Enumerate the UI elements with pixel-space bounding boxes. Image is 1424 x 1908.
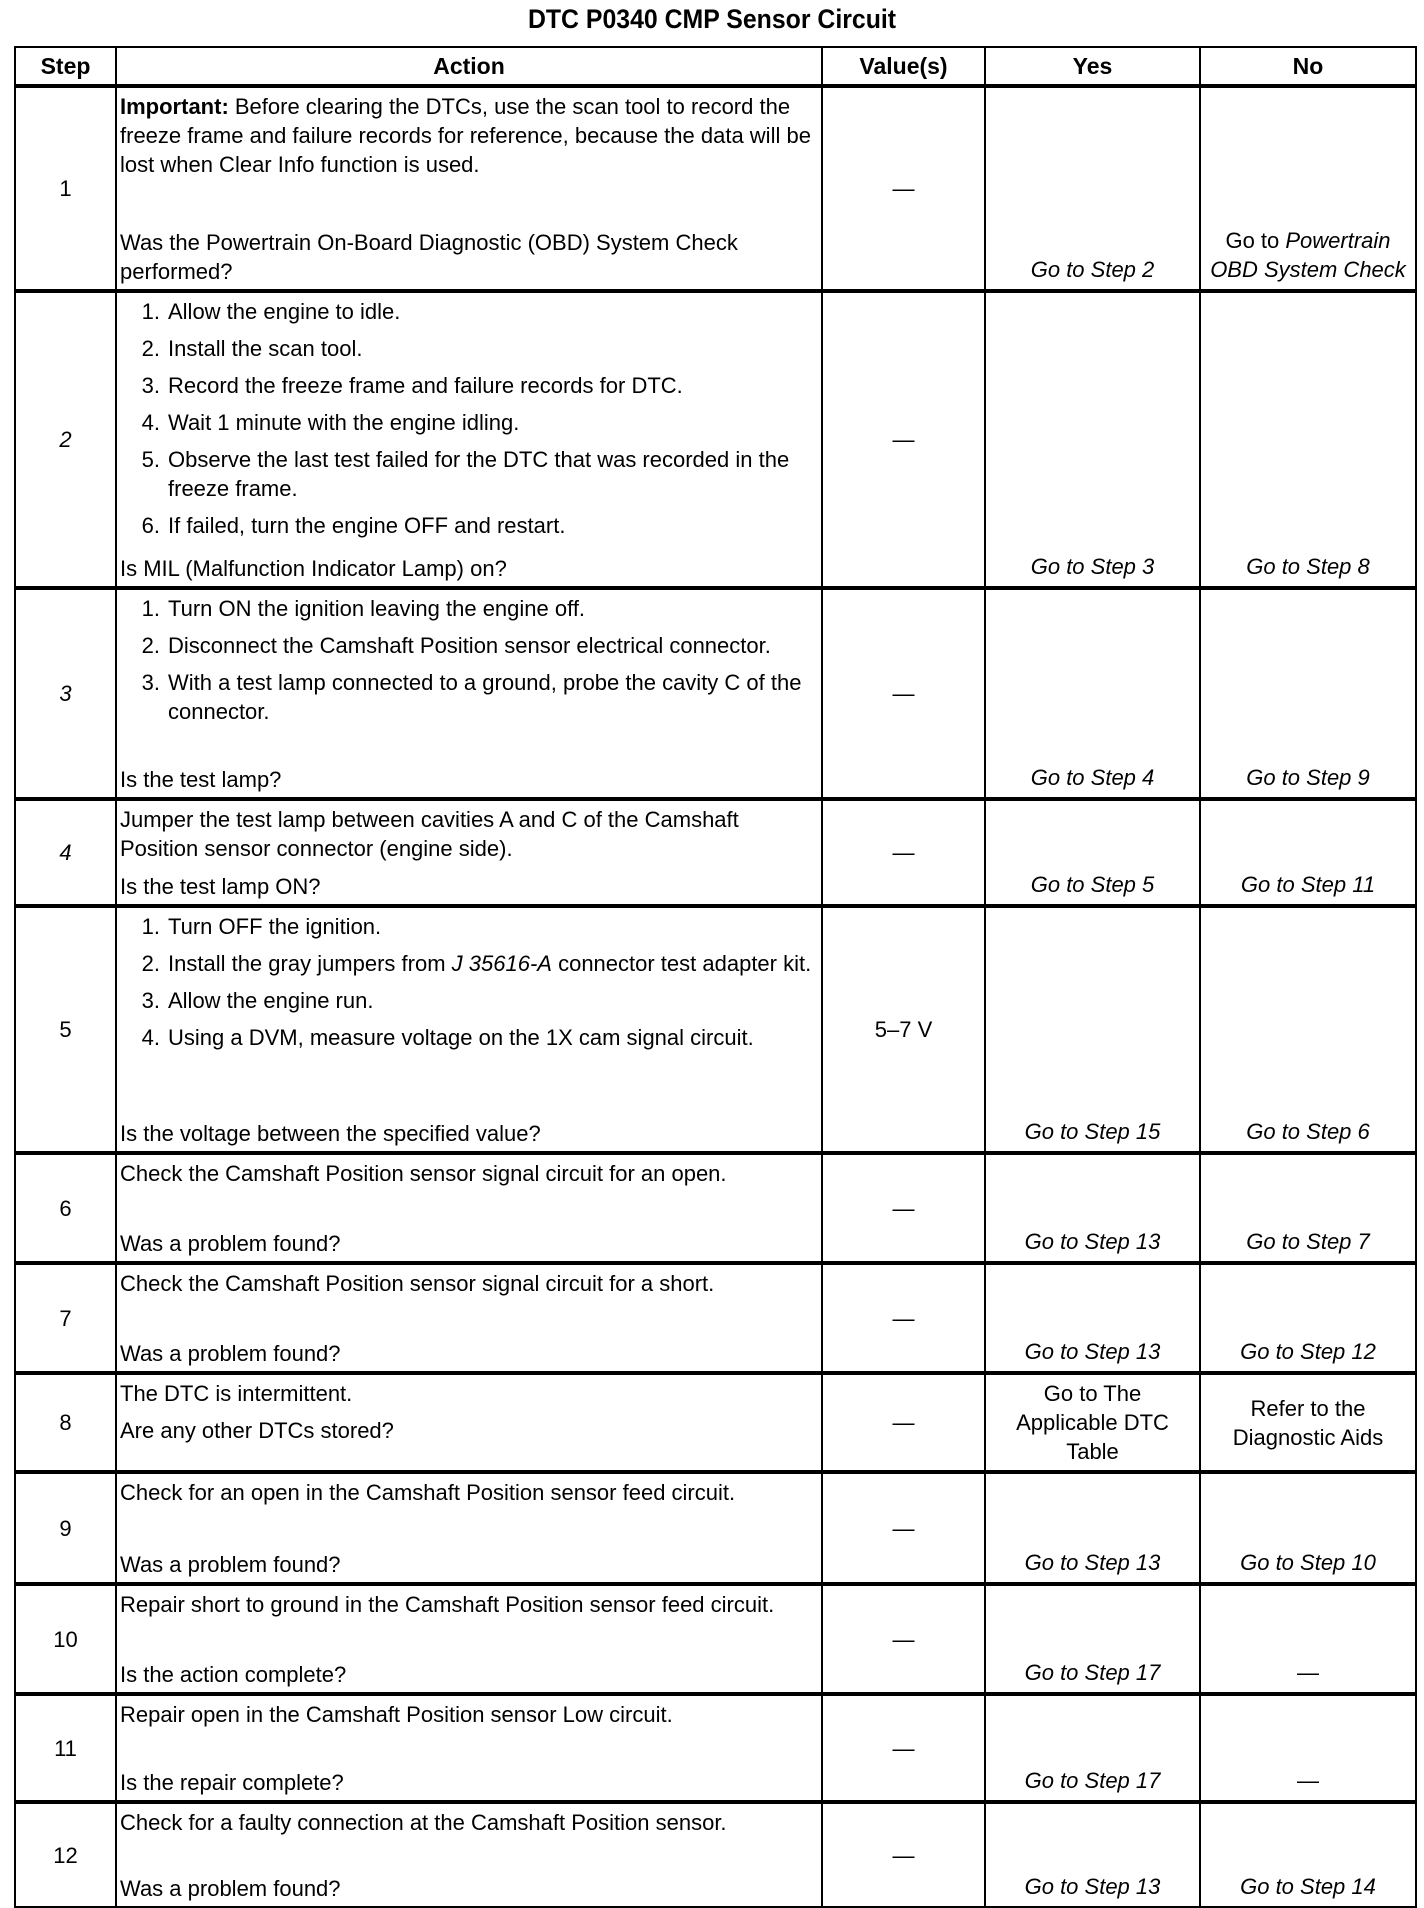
text-run: Install the gray jumpers from — [168, 951, 452, 976]
action-question: Are any other DTCs stored? — [120, 1418, 394, 1443]
list-text — [168, 334, 362, 363]
action-list-item — [120, 668, 817, 726]
italic-text: Go to Step 7 — [1246, 1229, 1370, 1254]
no-cell — [1200, 906, 1416, 1153]
step-number: 8 — [15, 1373, 116, 1472]
step-number: 7 — [15, 1263, 116, 1373]
list-text — [168, 445, 817, 503]
action-cell — [116, 1472, 822, 1584]
text-run: Repair open in the Camshaft Position sensor Low circuit. — [120, 1702, 673, 1727]
action-paragraph — [120, 1808, 817, 1837]
action-cell — [116, 906, 822, 1153]
yes-cell — [985, 1694, 1200, 1802]
list-text — [168, 949, 811, 978]
table-row — [15, 1694, 1416, 1802]
table-row — [15, 1263, 1416, 1373]
yes-cell — [985, 1802, 1200, 1907]
list-text — [168, 594, 585, 623]
italic-text: Go to Step 14 — [1240, 1874, 1376, 1899]
bold-text: Important: — [120, 94, 229, 119]
action-instructions — [120, 1269, 817, 1306]
table-row — [15, 799, 1416, 906]
header-values: Value(s) — [822, 47, 985, 86]
action-question: Is the voltage between the specified value? — [120, 1121, 541, 1146]
italic-text: J 35616-A — [451, 951, 552, 976]
italic-text: Go to Step 9 — [1246, 765, 1370, 790]
action-question: Is the action complete? — [120, 1662, 347, 1687]
list-number: 1. — [141, 914, 160, 939]
table-row — [15, 291, 1416, 588]
yes-cell — [985, 86, 1200, 291]
action-content — [120, 1269, 817, 1368]
list-number: 3. — [141, 670, 160, 695]
action-paragraph — [120, 1478, 817, 1507]
value-cell: — — [822, 588, 985, 799]
list-text — [168, 371, 683, 400]
action-instructions — [120, 1590, 817, 1627]
value-cell: — — [822, 799, 985, 906]
text-run: Wait 1 minute with the engine idling. — [168, 410, 520, 435]
header-yes: Yes — [985, 47, 1200, 86]
no-cell — [1200, 1472, 1416, 1584]
header-no: No — [1200, 47, 1416, 86]
action-question: Is the repair complete? — [120, 1770, 344, 1795]
text-run: The DTC is intermittent. — [120, 1381, 353, 1406]
italic-text: Go to Step 13 — [1024, 1229, 1161, 1254]
step-number: 1 — [15, 86, 116, 291]
text-run: Go to — [1225, 228, 1286, 253]
yes-cell — [985, 799, 1200, 906]
table-row — [15, 1472, 1416, 1584]
italic-text: Go to Step 6 — [1246, 1119, 1370, 1144]
yes-cell — [985, 1373, 1200, 1472]
text-run: Check for a faulty connection at the Camshaft Position sensor. — [120, 1810, 727, 1835]
action-list-item — [120, 297, 817, 326]
action-question: Is the test lamp? — [120, 767, 282, 792]
action-cell — [116, 1584, 822, 1694]
text-run: Go to The Applicable DTC Table — [1016, 1381, 1169, 1464]
no-cell — [1200, 1584, 1416, 1694]
yes-cell — [985, 1472, 1200, 1584]
italic-text: Go to Step 4 — [1030, 765, 1155, 790]
text-run: Before clearing the DTCs, use the scan tool to record the freeze frame and failure records for reference, because the data will be lost when Clear Info function is used. — [120, 94, 811, 177]
action-paragraph — [120, 1700, 817, 1729]
action-instructions — [120, 1700, 817, 1737]
list-number: 1. — [141, 299, 160, 324]
italic-text: Go to Step 13 — [1024, 1339, 1161, 1364]
text-run: Check for an open in the Camshaft Position sensor feed circuit. — [120, 1480, 736, 1505]
step-number: 5 — [15, 906, 116, 1153]
page-title: DTC P0340 CMP Sensor Circuit — [527, 4, 897, 34]
text-run: connector test adapter kit. — [551, 951, 812, 976]
list-number: 6. — [141, 513, 160, 538]
action-cell — [116, 1153, 822, 1263]
yes-cell — [985, 1584, 1200, 1694]
value-cell: — — [822, 1373, 985, 1472]
text-run: Repair short to ground in the Camshaft Position sensor feed circuit. — [120, 1592, 775, 1617]
action-question: Was a problem found? — [120, 1876, 341, 1901]
value-cell: — — [822, 1694, 985, 1802]
list-number: 2. — [141, 951, 160, 976]
action-list-item — [120, 949, 817, 978]
action-content — [120, 1379, 817, 1467]
list-number: 4. — [141, 1025, 160, 1050]
italic-text: Go to Step 11 — [1240, 872, 1376, 897]
italic-text: Go to Step 10 — [1240, 1550, 1376, 1575]
action-cell — [116, 799, 822, 906]
action-cell — [116, 588, 822, 799]
italic-text: Go to Step 2 — [1030, 257, 1155, 282]
text-run: Jumper the test lamp between cavities A and C of the Camshaft Position sensor connector (engine side). — [120, 807, 739, 861]
table-row — [15, 86, 1416, 291]
text-run: Allow the engine to idle. — [168, 299, 401, 324]
yes-cell — [985, 1153, 1200, 1263]
action-content — [120, 1159, 817, 1258]
step-number: 6 — [15, 1153, 116, 1263]
list-number: 3. — [141, 373, 160, 398]
action-list-item — [120, 986, 817, 1015]
action-list — [120, 594, 817, 726]
action-list-item — [120, 445, 817, 503]
action-paragraph — [120, 92, 817, 179]
table-header-row — [15, 47, 1416, 86]
action-question: Is MIL (Malfunction Indicator Lamp) on? — [120, 556, 507, 581]
text-run: — — [1297, 1660, 1319, 1685]
action-question: Was a problem found? — [120, 1231, 341, 1256]
italic-text: Go to Step 17 — [1024, 1660, 1161, 1685]
list-text — [168, 297, 400, 326]
italic-text: Go to Step 3 — [1030, 554, 1155, 579]
action-instructions — [120, 1159, 817, 1196]
action-list-item — [120, 371, 817, 400]
action-list-item — [120, 912, 817, 941]
action-instructions — [120, 297, 817, 548]
action-question: Was a problem found? — [120, 1341, 341, 1366]
list-number: 3. — [141, 988, 160, 1013]
text-run: Using a DVM, measure voltage on the 1X cam signal circuit. — [168, 1025, 754, 1050]
step-number: 10 — [15, 1584, 116, 1694]
action-paragraph — [120, 1269, 817, 1298]
action-list — [120, 912, 817, 1052]
yes-cell — [985, 906, 1200, 1153]
value-cell: — — [822, 291, 985, 588]
italic-text: Go to Step 8 — [1246, 554, 1370, 579]
table-row — [15, 1802, 1416, 1907]
list-number: 2. — [141, 336, 160, 361]
action-content — [120, 1478, 817, 1579]
action-cell — [116, 1694, 822, 1802]
action-paragraph — [120, 1590, 817, 1619]
text-run: Turn OFF the ignition. — [168, 914, 382, 939]
action-paragraph — [120, 805, 817, 863]
table-row — [15, 1373, 1416, 1472]
no-cell — [1200, 588, 1416, 799]
italic-text: Go to Step 12 — [1240, 1339, 1376, 1364]
action-list-item — [120, 631, 817, 660]
no-cell — [1200, 799, 1416, 906]
action-list-item — [120, 408, 817, 437]
step-number: 12 — [15, 1802, 116, 1907]
action-question: Was a problem found? — [120, 1552, 341, 1577]
action-list-item — [120, 334, 817, 363]
action-cell — [116, 1373, 822, 1472]
text-run: If failed, turn the engine OFF and restart. — [168, 513, 566, 538]
table-row — [15, 906, 1416, 1153]
table-row — [15, 1584, 1416, 1694]
action-question: Is the test lamp ON? — [120, 874, 321, 899]
list-text — [168, 1023, 754, 1052]
header-step: Step — [15, 47, 116, 86]
no-cell — [1200, 1694, 1416, 1802]
action-content — [120, 912, 817, 1148]
step-number: 4 — [15, 799, 116, 906]
text-run: Check the Camshaft Position sensor signal circuit for an open. — [120, 1161, 727, 1186]
no-cell — [1200, 1373, 1416, 1472]
action-instructions — [120, 912, 817, 1060]
list-number: 4. — [141, 410, 160, 435]
text-run: Allow the engine run. — [168, 988, 374, 1013]
no-cell — [1200, 1802, 1416, 1907]
action-content — [120, 1700, 817, 1797]
text-run: Observe the last test failed for the DTC that was recorded in the freeze frame. — [168, 447, 790, 501]
list-text — [168, 668, 817, 726]
diagnostic-table — [14, 46, 1417, 1908]
text-run: Install the scan tool. — [168, 336, 363, 361]
action-instructions — [120, 594, 817, 734]
action-content — [120, 1808, 817, 1903]
text-run: Turn ON the ignition leaving the engine off. — [168, 596, 586, 621]
text-run: Record the freeze frame and failure records for DTC. — [168, 373, 683, 398]
no-cell — [1200, 86, 1416, 291]
action-content — [120, 805, 817, 901]
italic-text: Go to Step 15 — [1024, 1119, 1161, 1144]
action-cell — [116, 1263, 822, 1373]
action-instructions — [120, 1808, 817, 1845]
no-cell — [1200, 291, 1416, 588]
text-run: With a test lamp connected to a ground, probe the cavity C of the connector. — [168, 670, 802, 724]
action-list — [120, 297, 817, 540]
action-question: Was the Powertrain On-Board Diagnostic (OBD) System Check performed? — [120, 230, 738, 284]
italic-text: Go to Step 13 — [1024, 1550, 1161, 1575]
action-content — [120, 594, 817, 794]
action-paragraph — [120, 1379, 817, 1408]
value-cell: — — [822, 1153, 985, 1263]
value-cell: — — [822, 1584, 985, 1694]
action-instructions — [120, 1478, 817, 1515]
yes-cell — [985, 588, 1200, 799]
no-cell — [1200, 1153, 1416, 1263]
table-row — [15, 588, 1416, 799]
list-text — [168, 912, 381, 941]
list-number: 2. — [141, 633, 160, 658]
list-text — [168, 986, 373, 1015]
yes-cell — [985, 1263, 1200, 1373]
action-content — [120, 92, 817, 286]
italic-text: Powertrain OBD System Check — [1210, 228, 1406, 282]
action-cell — [116, 1802, 822, 1907]
action-instructions — [120, 1379, 817, 1445]
list-text — [168, 511, 565, 540]
value-cell: — — [822, 86, 985, 291]
action-content — [120, 297, 817, 583]
action-instructions — [120, 805, 817, 871]
no-cell — [1200, 1263, 1416, 1373]
list-number: 5. — [141, 447, 160, 472]
text-run: Refer to the Diagnostic Aids — [1232, 1395, 1384, 1450]
text-run: — — [1297, 1768, 1319, 1793]
table-row — [15, 1153, 1416, 1263]
action-instructions — [120, 92, 817, 187]
value-cell: — — [822, 1263, 985, 1373]
text-run: Disconnect the Camshaft Position sensor electrical connector. — [168, 633, 771, 658]
italic-text: Go to Step 17 — [1024, 1768, 1161, 1793]
value-cell: 5–7 V — [822, 906, 985, 1153]
italic-text: Go to Step 5 — [1030, 872, 1155, 897]
yes-cell — [985, 291, 1200, 588]
list-number: 1. — [141, 596, 160, 621]
value-cell: — — [822, 1472, 985, 1584]
step-number: 11 — [15, 1694, 116, 1802]
list-text — [168, 408, 519, 437]
step-number: 2 — [15, 291, 116, 588]
text-run: Check the Camshaft Position sensor signal circuit for a short. — [120, 1271, 715, 1296]
step-number: 9 — [15, 1472, 116, 1584]
step-number: 3 — [15, 588, 116, 799]
action-cell — [116, 291, 822, 588]
action-list-item — [120, 511, 817, 540]
action-list-item — [120, 1023, 817, 1052]
italic-text: Go to Step 13 — [1024, 1874, 1161, 1899]
action-list-item — [120, 594, 817, 623]
action-cell — [116, 86, 822, 291]
action-paragraph — [120, 1159, 817, 1188]
value-cell: — — [822, 1802, 985, 1907]
header-action: Action — [116, 47, 822, 86]
action-content — [120, 1590, 817, 1689]
list-text — [168, 631, 771, 660]
